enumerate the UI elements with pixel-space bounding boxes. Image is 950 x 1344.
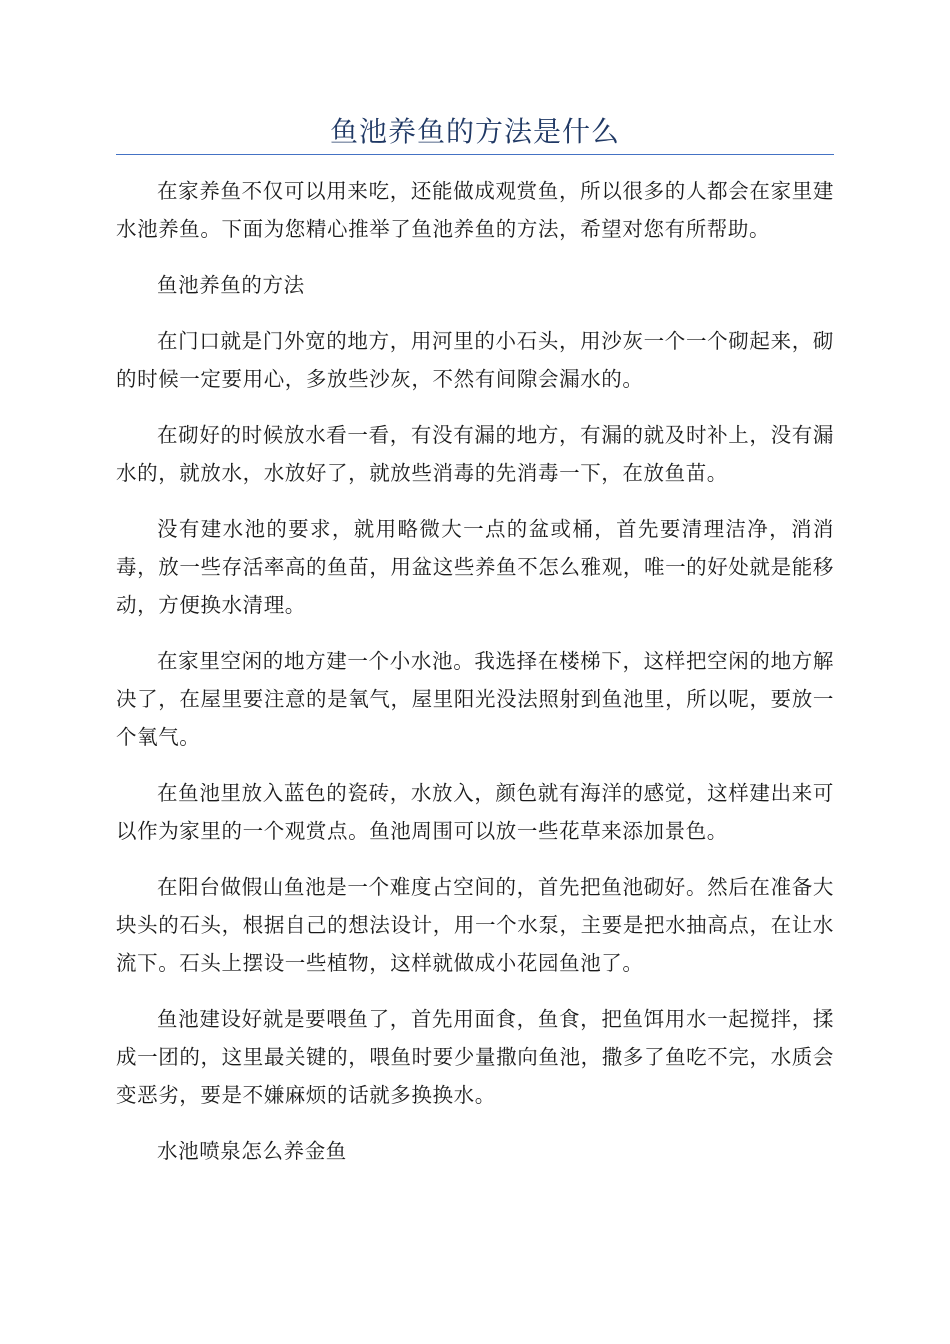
section-heading-methods: 鱼池养鱼的方法 (157, 273, 305, 297)
paragraph: 在砌好的时候放水看一看，有没有漏的地方，有漏的就及时补上，没有漏水的，就放水，水放好了，就放些消毒的先消毒一下，在放鱼苗。 (116, 423, 834, 485)
paragraph: 在鱼池里放入蓝色的瓷砖，水放入，颜色就有海洋的感觉，这样建出来可以作为家里的一个观赏点。鱼池周围可以放一些花草来添加景色。 (116, 781, 834, 843)
title-underline (116, 154, 834, 155)
paragraph: 没有建水池的要求，就用略微大一点的盆或桶，首先要清理洁净，消消毒，放一些存活率高的鱼苗，用盆这些养鱼不怎么雅观，唯一的好处就是能移动，方便换水清理。 (116, 517, 834, 617)
paragraph: 鱼池建设好就是要喂鱼了，首先用面食，鱼食，把鱼饵用水一起搅拌，揉成一团的，这里最关键的，喂鱼时要少量撒向鱼池，撒多了鱼吃不完，水质会变恶劣，要是不嫌麻烦的话就多换换水。 (116, 1007, 834, 1107)
document-body (116, 172, 834, 1188)
paragraph: 在家里空闲的地方建一个小水池。我选择在楼梯下，这样把空闲的地方解决了，在屋里要注意的是氧气，屋里阳光没法照射到鱼池里，所以呢，要放一个氧气。 (116, 649, 834, 749)
paragraph: 在门口就是门外宽的地方，用河里的小石头，用沙灰一个一个砌起来，砌的时候一定要用心，多放些沙灰，不然有间隙会漏水的。 (116, 329, 834, 391)
paragraph-intro: 在家养鱼不仅可以用来吃，还能做成观赏鱼，所以很多的人都会在家里建水池养鱼。下面为您精心推举了鱼池养鱼的方法，希望对您有所帮助。 (116, 179, 834, 241)
section-heading-fountain: 水池喷泉怎么养金鱼 (157, 1139, 347, 1163)
page-title: 鱼池养鱼的方法是什么 (329, 115, 620, 148)
paragraph: 在阳台做假山鱼池是一个难度占空间的，首先把鱼池砌好。然后在准备大块头的石头，根据自己的想法设计，用一个水泵，主要是把水抽高点，在让水流下。石头上摆设一些植物，这样就做成小花园鱼池了。 (116, 875, 834, 975)
